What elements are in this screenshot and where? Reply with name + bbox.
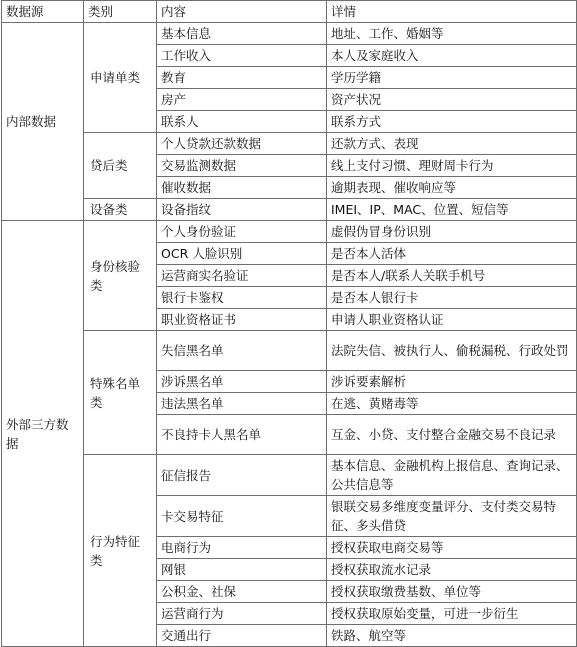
content-cell: 不良持卡人黑名单 <box>157 415 327 455</box>
content-cell: 个人贷款还款数据 <box>157 133 327 155</box>
header-source: 数据源 <box>2 1 84 23</box>
table-row <box>2 455 577 496</box>
details-cell: 银联交易多维度变量评分、支付类交易特征、多头借贷 <box>327 496 577 537</box>
content-cell: 失信黑名单 <box>157 331 327 371</box>
details-cell: 是否本人/联系人关联手机号 <box>327 265 577 287</box>
content-cell: 涉诉黑名单 <box>157 371 327 393</box>
header-content: 内容 <box>157 1 327 23</box>
content-cell: 电商行为 <box>157 537 327 559</box>
content-cell: 违法黑名单 <box>157 393 327 415</box>
details-cell: 虚假伪冒身份识别 <box>327 221 577 243</box>
content-cell: 运营商实名验证 <box>157 265 327 287</box>
details-cell: 逾期表现、催收响应等 <box>327 177 577 199</box>
details-cell: 授权获取缴费基数、单位等 <box>327 581 577 603</box>
details-cell: 是否本人银行卡 <box>327 287 577 309</box>
content-cell: 职业资格证书 <box>157 309 327 331</box>
content-cell: 运营商行为 <box>157 603 327 625</box>
content-cell: 基本信息 <box>157 23 327 45</box>
source-internal: 内部数据 <box>2 23 84 221</box>
header-row <box>2 1 577 23</box>
details-cell: 申请人职业资格认证 <box>327 309 577 331</box>
header-category: 类别 <box>84 1 157 23</box>
category-application: 申请单类 <box>84 23 157 133</box>
content-cell: 交通出行 <box>157 625 327 647</box>
category-behavior: 行为特征类 <box>84 455 157 647</box>
content-cell: 卡交易特征 <box>157 496 327 537</box>
table-row <box>2 199 577 221</box>
content-cell: 工作收入 <box>157 45 327 67</box>
details-cell: 法院失信、被执行人、偷税漏税、行政处罚 <box>327 331 577 371</box>
data-source-table <box>1 0 577 647</box>
content-cell: 教育 <box>157 67 327 89</box>
details-cell: 授权获取电商交易等 <box>327 537 577 559</box>
details-cell: 在逃、黄赌毒等 <box>327 393 577 415</box>
details-cell: 涉诉要素解析 <box>327 371 577 393</box>
content-cell: 个人身份验证 <box>157 221 327 243</box>
details-cell: 授权获取原始变量，可进一步衍生 <box>327 603 577 625</box>
details-cell: 授权获取流水记录 <box>327 559 577 581</box>
details-cell: 线上支付习惯、理财周卡行为 <box>327 155 577 177</box>
details-cell: 基本信息、金融机构上报信息、查询记录、公共信息等 <box>327 455 577 496</box>
details-cell: 资产状况 <box>327 89 577 111</box>
table-row <box>2 23 577 45</box>
content-cell: 公积金、社保 <box>157 581 327 603</box>
category-device: 设备类 <box>84 199 157 221</box>
details-cell: 铁路、航空等 <box>327 625 577 647</box>
category-post-loan: 贷后类 <box>84 133 157 199</box>
details-cell: IMEI、IP、MAC、位置、短信等 <box>327 199 577 221</box>
details-cell: 互金、小贷、支付整合金融交易不良记录 <box>327 415 577 455</box>
content-cell: 交易监测数据 <box>157 155 327 177</box>
content-cell: 设备指纹 <box>157 199 327 221</box>
details-cell: 地址、工作、婚姻等 <box>327 23 577 45</box>
table-row <box>2 221 577 243</box>
content-cell: 征信报告 <box>157 455 327 496</box>
category-blacklist: 特殊名单类 <box>84 331 157 455</box>
details-cell: 是否本人活体 <box>327 243 577 265</box>
content-cell: 联系人 <box>157 111 327 133</box>
details-cell: 本人及家庭收入 <box>327 45 577 67</box>
table-row <box>2 133 577 155</box>
content-cell: 房产 <box>157 89 327 111</box>
category-identity: 身份核验类 <box>84 221 157 331</box>
details-cell: 还款方式、表现 <box>327 133 577 155</box>
source-external: 外部三方数据 <box>2 221 84 647</box>
content-cell: 催收数据 <box>157 177 327 199</box>
content-cell: 银行卡鉴权 <box>157 287 327 309</box>
content-cell: 网银 <box>157 559 327 581</box>
details-cell: 学历学籍 <box>327 67 577 89</box>
content-cell: OCR 人脸识别 <box>157 243 327 265</box>
details-cell: 联系方式 <box>327 111 577 133</box>
header-details: 详情 <box>327 1 577 23</box>
table-row <box>2 331 577 371</box>
